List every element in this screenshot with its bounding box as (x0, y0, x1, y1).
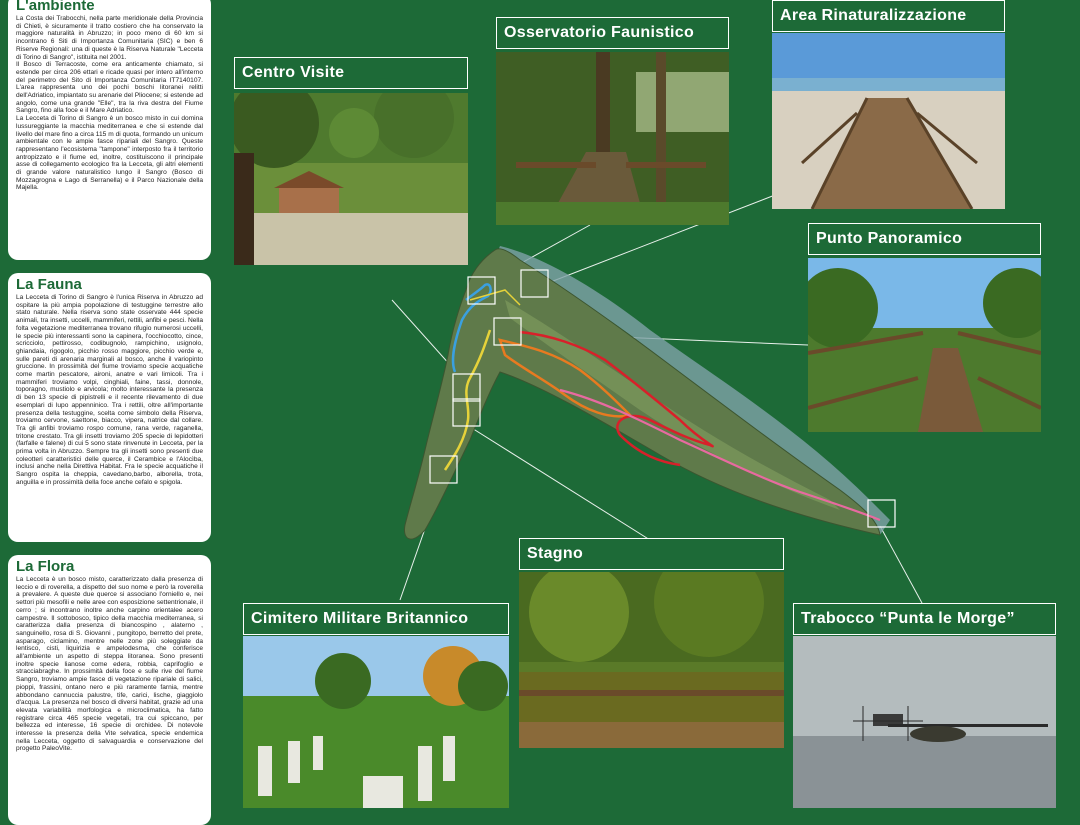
photo-centro-visite (234, 93, 468, 265)
label-centro-visite: Centro Visite (234, 57, 468, 89)
panel-text: Il Bosco di Terracoste, come era anticamente chiamato, si estende per circa 206 ettari e ricade quasi per intero all'interno del perimetro del Sito di Importanza Comunitaria IT7140107. L'area rappresenta uno dei pochi boschi litoranei relitti dell'Adriatico, impiantato su arenarie del Pliocene; si estende ad angolo, come una grande "Elle", tra la riva destra del Fiume Sangro, fino alla foce e il Mare Adriatico. (16, 61, 203, 115)
photo-stagno (519, 572, 784, 748)
label-stagno: Stagno (519, 538, 784, 570)
label-cimitero: Cimitero Militare Britannico (243, 603, 509, 635)
connector-line (880, 526, 922, 603)
label-area-rinaturalizzazione: Area Rinaturalizzazione (772, 0, 1005, 32)
panel-text: La Lecceta di Torino di Sangro è l'unica Riserva in Abruzzo ad ospitare la più ampia popolazione di testuggine terrestre allo stato naturale. Nella riserva sono state osservate 444 specie animali, tra insetti, uccelli, mammiferi, rettili, anfibi e pesci. Nella folta vegetazione mediterranea trovano rifugio numerosi uccelli, le specie più interessanti sono la capinera, l'occhiocotto, cince, scricciolo, pettirosso, codibugnolo, rampichino, usignolo, ghiandaia, rigogolo, picchio rosso maggiore, picchio verde e, sulle pareti di arenaria marginali al bosco, anche il variopinto gruccione. In prossimità del fiume troviamo specie acquatiche come martin pescatore, aironi, anatre e vari limicoli. Tra i mammiferi troviamo volpi, cinghiali, faine, tassi, donnole, toporagno, mustiolo e arvicola; molto interessante la presenza di ben 13 specie di pipistrelli e il recente rilevamento di due esemplari di lupo appenninico. Tra i rettili, oltre all'importante presenza della testuggine, scelta come simbolo della Riserva, troviamo cervone, saettone, biacco, vipera, natrice dal collare. Tra gli anfibi troviamo rospo comune, rana verde, raganella, tritone crestato. Tra gli insetti troviamo 205 specie di lepidotteri (farfalle e falene) di cui 5 sono state rinvenute in Lecceta, per la prima volta in Abruzzo. Sempre tra gli insetti sono presenti due coleotteri caratteristici delle querce, il Cerambice e l'Alocìba, inclusi anche nella Direttiva Habitat. Fra le specie acquatiche il Sangro ospita la cheppia, cavedano,barbo, alborella, trota, anguilla e in prossimità della foce anche cefalo e spigola. (16, 294, 203, 486)
label-osservatorio: Osservatorio Faunistico (496, 17, 729, 49)
photo-osservatorio (496, 52, 729, 225)
photo-punto-panoramico (808, 258, 1041, 432)
label-punto-panoramico: Punto Panoramico (808, 223, 1041, 255)
panel-text: La Lecceta è un bosco misto, caratterizzato dalla presenza di leccio e di roverella, a dispetto del suo nome e però la roverella a prevalere. A queste due querce si associano l'orniello e, nei settori più mesofili e nelle aree con esposizione settentrionale, il cerro ; si incontrano inoltre anche carpino orientalee acero campestre. Il sottobosco, tipico della macchia mediterranea, si caratterizza dalla presenza di biancospino , alaterno , sanguinello, rosa di S. Giovanni , pungitopo, berretto del prete, asparago, ciclamino, mentre nelle zone più soleggiate da lentisco, cisti, liquirizia e ampelodesma, che conferisce all'ambiente un aspetto di steppa litoranea. Sono presenti inoltre specie lianose come edera, robbia, caprifoglio e stracciabraghe. In prossimità della foce e sulle rive del fiume Sangro, troviamo ampie fasce di vegetazione ripariale di salici, pioppi, frassini, ontano nero e più raramente farnia, mentre abbondano cannuccia palustre, tife, carici, lische, giaggiolo d'acqua. La presenza nel bosco di diversi habitat, grazie ad una elevata variabilità morfologica e microclimatica, ha fatto registrare circa 465 specie vegetali, tra cui spiccano, per bellezza ed interesse, 16 specie di orchidee. Di notevole interesse la presenza della Vite selvatica, specie endemica nella Lecceta, oggetto di salvaguardia e conservazione del progetto PaleoVite. (16, 576, 203, 753)
panel-title: La Flora (16, 558, 75, 575)
connector-line (467, 425, 650, 540)
panel-text: La Costa dei Trabocchi, nella parte meridionale della Provincia di Chieti, è sicuramente il tratto costiero che ha conservato la maggiore naturalità in Abruzzo; in poco meno di 60 km si incontrano 6 Siti di Importanza Comunitaria (SIC) e ben 6 Riserve Regionali: una di queste è la Riserva Naturale "Lecceta di Torino di Sangro", istituita nel 2001. (16, 15, 203, 61)
photo-area-rinaturalizzazione (772, 33, 1005, 209)
panel-title: La Fauna (16, 276, 82, 293)
photo-trabocco (793, 636, 1056, 808)
panel-text: La Lecceta di Torino di Sangro è un bosco misto in cui domina lussureggiante la macchia mediterranea e che si estende dal livello del mare fino a circa 115 m di quota, formando un unicum ambientale con le ampie fasce ripariali del Sangro. Queste rappresentano l'ecosistema "tampone" interposto fra il territorio antropizzato e il fiume ed, inoltre, costituiscono il principale asse di collegamento ecologico fra la Lecceta, gli altri elementi di grande valore naturalistico lungo il Sangro (Bosco di Mozzagrogna e Lago di Serranella) e il Parco Nazionale della Majella. (16, 115, 203, 192)
panel-title: L'ambiente (16, 0, 95, 14)
photo-cimitero (243, 636, 509, 808)
label-trabocco: Trabocco “Punta le Morge” (793, 603, 1056, 635)
